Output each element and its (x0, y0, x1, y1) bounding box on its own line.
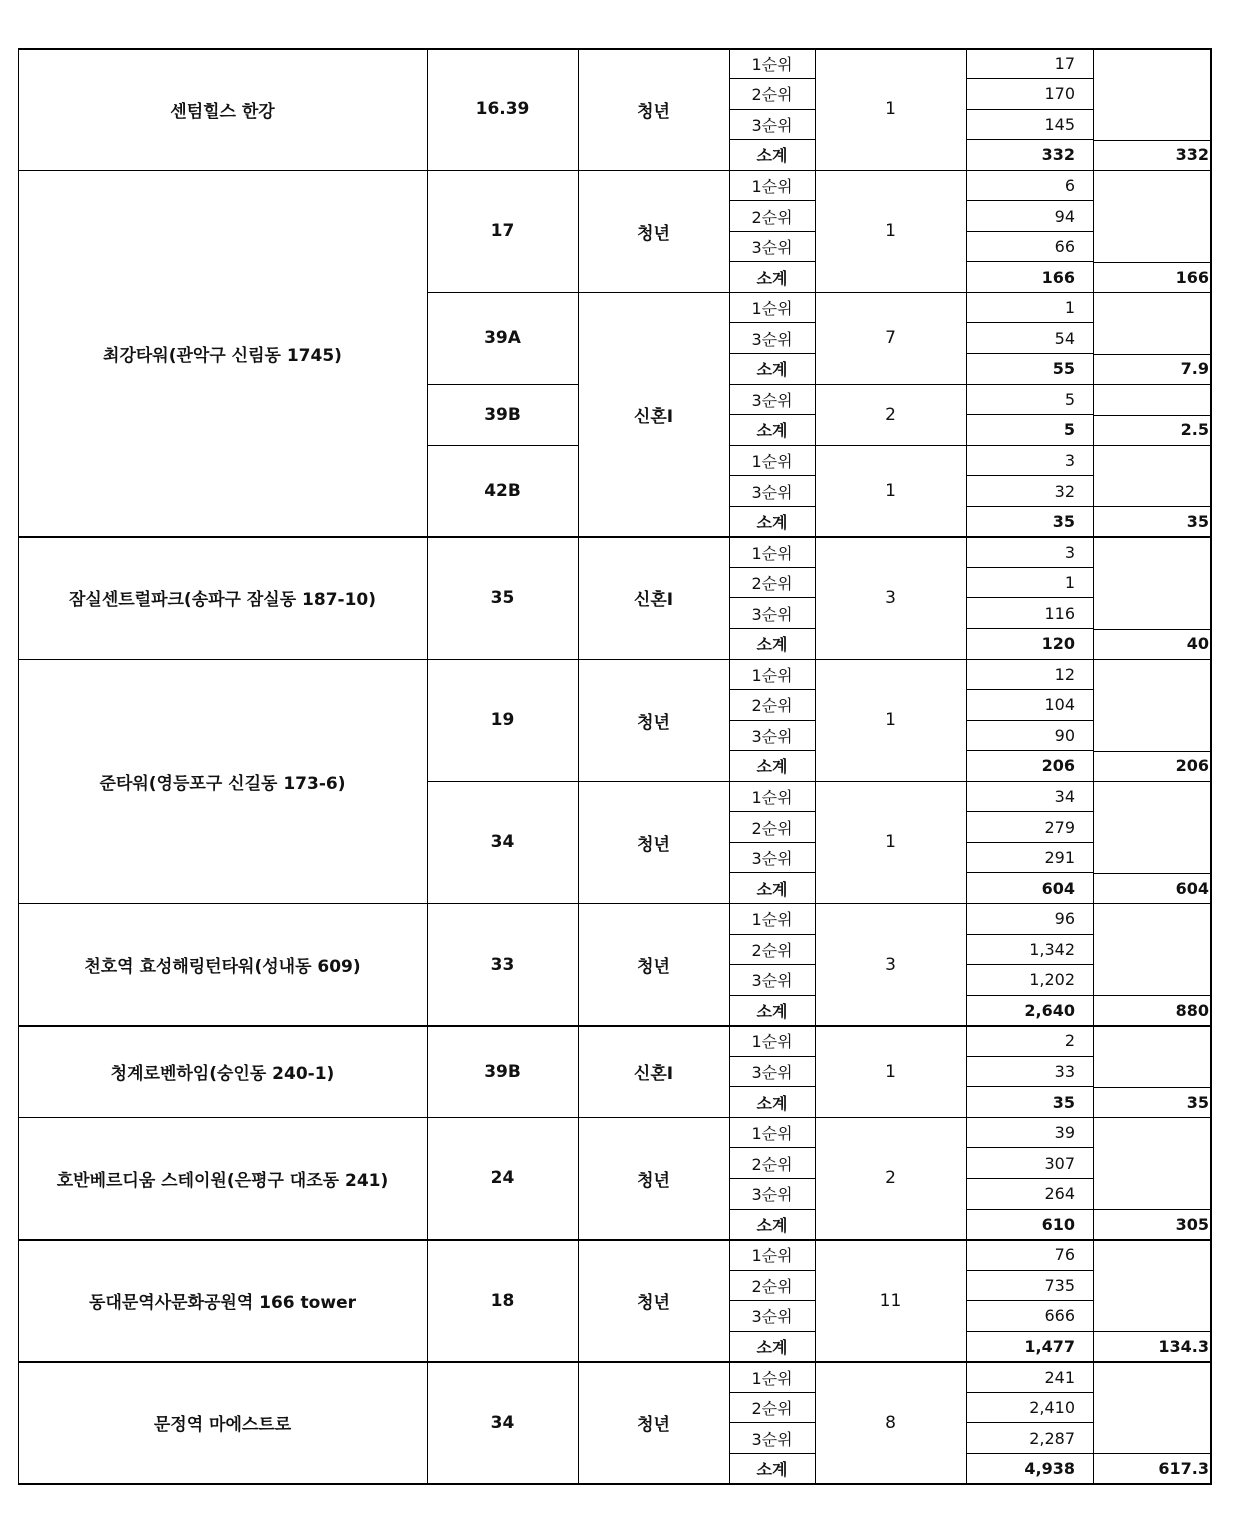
competition-ratio: 40 (1186, 634, 1209, 654)
rank-label: 1순위 (751, 543, 793, 563)
subtotal-count: 55 (1052, 359, 1075, 379)
rank-label: 3순위 (751, 1063, 793, 1083)
subtotal-count: 610 (1041, 1214, 1075, 1234)
applicant-count: 34 (1054, 787, 1075, 807)
competition-table (18, 48, 1212, 1484)
applicant-count: 54 (1054, 328, 1075, 348)
subtotal-label: 소계 (756, 879, 788, 899)
applicant-count: 66 (1054, 237, 1075, 257)
supply-units-cell: 11 (879, 1290, 902, 1311)
grid-line (1093, 629, 1212, 630)
applicant-count: 279 (1044, 817, 1075, 837)
area-cell: 39A (484, 328, 521, 349)
supply-type-cell: 청년 (637, 223, 670, 244)
complex-name: 잠실센트럴파크(송파구 잠실동 187-10) (68, 590, 377, 611)
rank-label: 3순위 (751, 329, 793, 349)
supply-units-cell: 1 (885, 221, 896, 242)
grid-line (1093, 1209, 1212, 1210)
subtotal-count: 332 (1041, 145, 1075, 165)
applicant-count: 5 (1064, 389, 1075, 409)
subtotal-label: 소계 (756, 1093, 788, 1113)
area-cell: 16.39 (475, 99, 530, 120)
applicant-count: 145 (1044, 114, 1075, 134)
applicant-count: 32 (1054, 481, 1075, 501)
subtotal-label: 소계 (756, 1215, 788, 1235)
area-cell: 39B (484, 404, 521, 425)
applicant-count: 33 (1054, 1062, 1075, 1082)
applicant-count: 666 (1044, 1306, 1075, 1326)
competition-ratio: 2.5 (1180, 420, 1209, 440)
subtotal-count: 206 (1041, 756, 1075, 776)
competition-ratio: 35 (1186, 512, 1209, 532)
supply-type-cell: 신혼I (633, 1064, 674, 1085)
subtotal-label: 소계 (756, 1337, 788, 1357)
subtotal-count: 5 (1063, 420, 1075, 440)
supply-type-cell: 청년 (637, 1170, 670, 1191)
subtotal-count: 166 (1041, 267, 1075, 287)
supply-type-cell: 신혼I (633, 590, 674, 611)
competition-ratio: 206 (1175, 756, 1209, 776)
rank-label: 2순위 (751, 1154, 793, 1174)
supply-units-cell: 1 (885, 481, 896, 502)
supply-units-cell: 1 (885, 1061, 896, 1082)
applicant-count: 291 (1044, 848, 1075, 868)
complex-name: 센텀힐스 한강 (170, 101, 275, 122)
grid-line (1093, 262, 1212, 263)
applicant-count: 264 (1044, 1184, 1075, 1204)
competition-ratio: 604 (1175, 878, 1209, 898)
rank-label: 1순위 (751, 1246, 793, 1266)
rank-label: 3순위 (751, 971, 793, 991)
rank-label: 2순위 (751, 85, 793, 105)
rank-label: 2순위 (751, 1399, 793, 1419)
supply-units-cell: 2 (885, 404, 896, 425)
grid-line (1093, 140, 1212, 141)
grid-line (1093, 1453, 1212, 1454)
supply-units-cell: 3 (885, 954, 896, 975)
rank-label: 3순위 (751, 482, 793, 502)
rank-label: 1순위 (751, 788, 793, 808)
grid-line (1093, 1331, 1212, 1332)
competition-ratio: 134.3 (1158, 1336, 1209, 1356)
supply-type-cell: 청년 (637, 101, 670, 122)
applicant-count: 2 (1064, 1031, 1075, 1051)
applicant-count: 76 (1054, 1245, 1075, 1265)
area-cell: 17 (490, 221, 515, 242)
supply-units-cell: 7 (885, 328, 896, 349)
rank-label: 3순위 (751, 390, 793, 410)
applicant-count: 1,342 (1029, 939, 1075, 959)
area-cell: 34 (490, 1412, 515, 1433)
supply-units-cell: 1 (885, 99, 896, 120)
competition-ratio: 7.9 (1180, 359, 1209, 379)
applicant-count: 735 (1044, 1275, 1075, 1295)
supply-units-cell: 2 (885, 1168, 896, 1189)
grid-line (1093, 751, 1212, 752)
rank-label: 1순위 (751, 665, 793, 685)
area-cell: 18 (490, 1290, 515, 1311)
subtotal-label: 소계 (756, 635, 788, 655)
subtotal-count: 120 (1041, 634, 1075, 654)
supply-type-cell: 청년 (637, 1293, 670, 1314)
rank-label: 3순위 (751, 604, 793, 624)
applicant-count: 12 (1054, 664, 1075, 684)
area-cell: 35 (490, 587, 515, 608)
rank-label: 3순위 (751, 115, 793, 135)
applicant-count: 90 (1054, 725, 1075, 745)
supply-type-cell: 청년 (637, 1415, 670, 1436)
applicant-count: 17 (1054, 53, 1075, 73)
grid-line (1093, 354, 1212, 355)
applicant-count: 307 (1044, 1153, 1075, 1173)
applicant-count: 170 (1044, 84, 1075, 104)
area-cell: 33 (490, 954, 515, 975)
rank-label: 2순위 (751, 207, 793, 227)
rank-label: 1순위 (751, 299, 793, 319)
rank-label: 1순위 (751, 910, 793, 930)
subtotal-count: 2,640 (1024, 1000, 1075, 1020)
rank-label: 1순위 (751, 1368, 793, 1388)
subtotal-count: 604 (1041, 878, 1075, 898)
subtotal-count: 35 (1052, 512, 1075, 532)
subtotal-count: 1,477 (1024, 1336, 1075, 1356)
competition-ratio: 305 (1175, 1214, 1209, 1234)
complex-name: 천호역 효성해링턴타워(성내동 609) (84, 957, 361, 978)
complex-name: 준타워(영등포구 신길동 173-6) (99, 773, 346, 794)
grid-line (18, 1484, 1212, 1486)
rank-label: 2순위 (751, 940, 793, 960)
subtotal-count: 35 (1052, 1092, 1075, 1112)
competition-ratio: 332 (1175, 145, 1209, 165)
complex-name: 최강타워(관악구 신림동 1745) (103, 346, 342, 367)
subtotal-label: 소계 (756, 146, 788, 166)
applicant-count: 2,410 (1029, 1398, 1075, 1418)
rank-label: 1순위 (751, 1032, 793, 1052)
applicant-count: 241 (1044, 1367, 1075, 1387)
applicant-count: 1,202 (1029, 970, 1075, 990)
subtotal-count: 4,938 (1024, 1459, 1075, 1479)
rank-label: 2순위 (751, 574, 793, 594)
applicant-count: 96 (1054, 909, 1075, 929)
complex-name: 호반베르디움 스테이원(은평구 대조동 241) (56, 1170, 389, 1191)
area-cell: 24 (490, 1168, 515, 1189)
competition-ratio: 166 (1175, 267, 1209, 287)
subtotal-label: 소계 (756, 757, 788, 777)
complex-name: 청계로벤하임(숭인동 240-1) (110, 1064, 335, 1085)
applicant-count: 3 (1064, 542, 1075, 562)
grid-line (1093, 415, 1212, 416)
area-cell: 19 (490, 710, 515, 731)
applicant-count: 116 (1044, 603, 1075, 623)
supply-units-cell: 8 (885, 1412, 896, 1433)
applicant-count: 104 (1044, 695, 1075, 715)
subtotal-label: 소계 (756, 1001, 788, 1021)
rank-label: 1순위 (751, 451, 793, 471)
rank-label: 3순위 (751, 238, 793, 258)
competition-ratio: 35 (1186, 1092, 1209, 1112)
rank-label: 3순위 (751, 849, 793, 869)
complex-name: 문정역 마에스트로 (153, 1415, 292, 1436)
area-cell: 42B (484, 481, 521, 502)
rank-label: 2순위 (751, 1276, 793, 1296)
rank-label: 3순위 (751, 1307, 793, 1327)
complex-name: 동대문역사문화공원역 166 tower (89, 1293, 356, 1314)
competition-ratio: 880 (1175, 1000, 1209, 1020)
supply-type-cell: 청년 (637, 834, 670, 855)
supply-type-cell: 청년 (637, 712, 670, 733)
subtotal-label: 소계 (756, 360, 788, 380)
grid-line (1093, 1087, 1212, 1088)
applicant-count: 2,287 (1029, 1428, 1075, 1448)
competition-ratio: 617.3 (1158, 1459, 1209, 1479)
rank-label: 1순위 (751, 1124, 793, 1144)
rank-label: 3순위 (751, 1429, 793, 1449)
grid-line (1093, 873, 1212, 874)
grid-line (1093, 506, 1212, 507)
subtotal-label: 소계 (756, 1460, 788, 1480)
rank-label: 1순위 (751, 54, 793, 74)
supply-type-cell: 신혼I (633, 407, 674, 428)
supply-units-cell: 3 (885, 587, 896, 608)
applicant-count: 94 (1054, 206, 1075, 226)
rank-label: 2순위 (751, 696, 793, 716)
rank-label: 3순위 (751, 1185, 793, 1205)
applicant-count: 1 (1064, 298, 1075, 318)
rank-label: 2순위 (751, 818, 793, 838)
supply-units-cell: 1 (885, 710, 896, 731)
applicant-count: 1 (1064, 573, 1075, 593)
subtotal-label: 소계 (756, 268, 788, 288)
grid-line (1093, 995, 1212, 996)
rank-label: 3순위 (751, 726, 793, 746)
supply-type-cell: 청년 (637, 957, 670, 978)
applicant-count: 39 (1054, 1123, 1075, 1143)
area-cell: 34 (490, 832, 515, 853)
supply-units-cell: 1 (885, 832, 896, 853)
subtotal-label: 소계 (756, 421, 788, 441)
applicant-count: 3 (1064, 450, 1075, 470)
subtotal-label: 소계 (756, 513, 788, 533)
area-cell: 39B (484, 1061, 521, 1082)
rank-label: 1순위 (751, 176, 793, 196)
applicant-count: 6 (1064, 175, 1075, 195)
